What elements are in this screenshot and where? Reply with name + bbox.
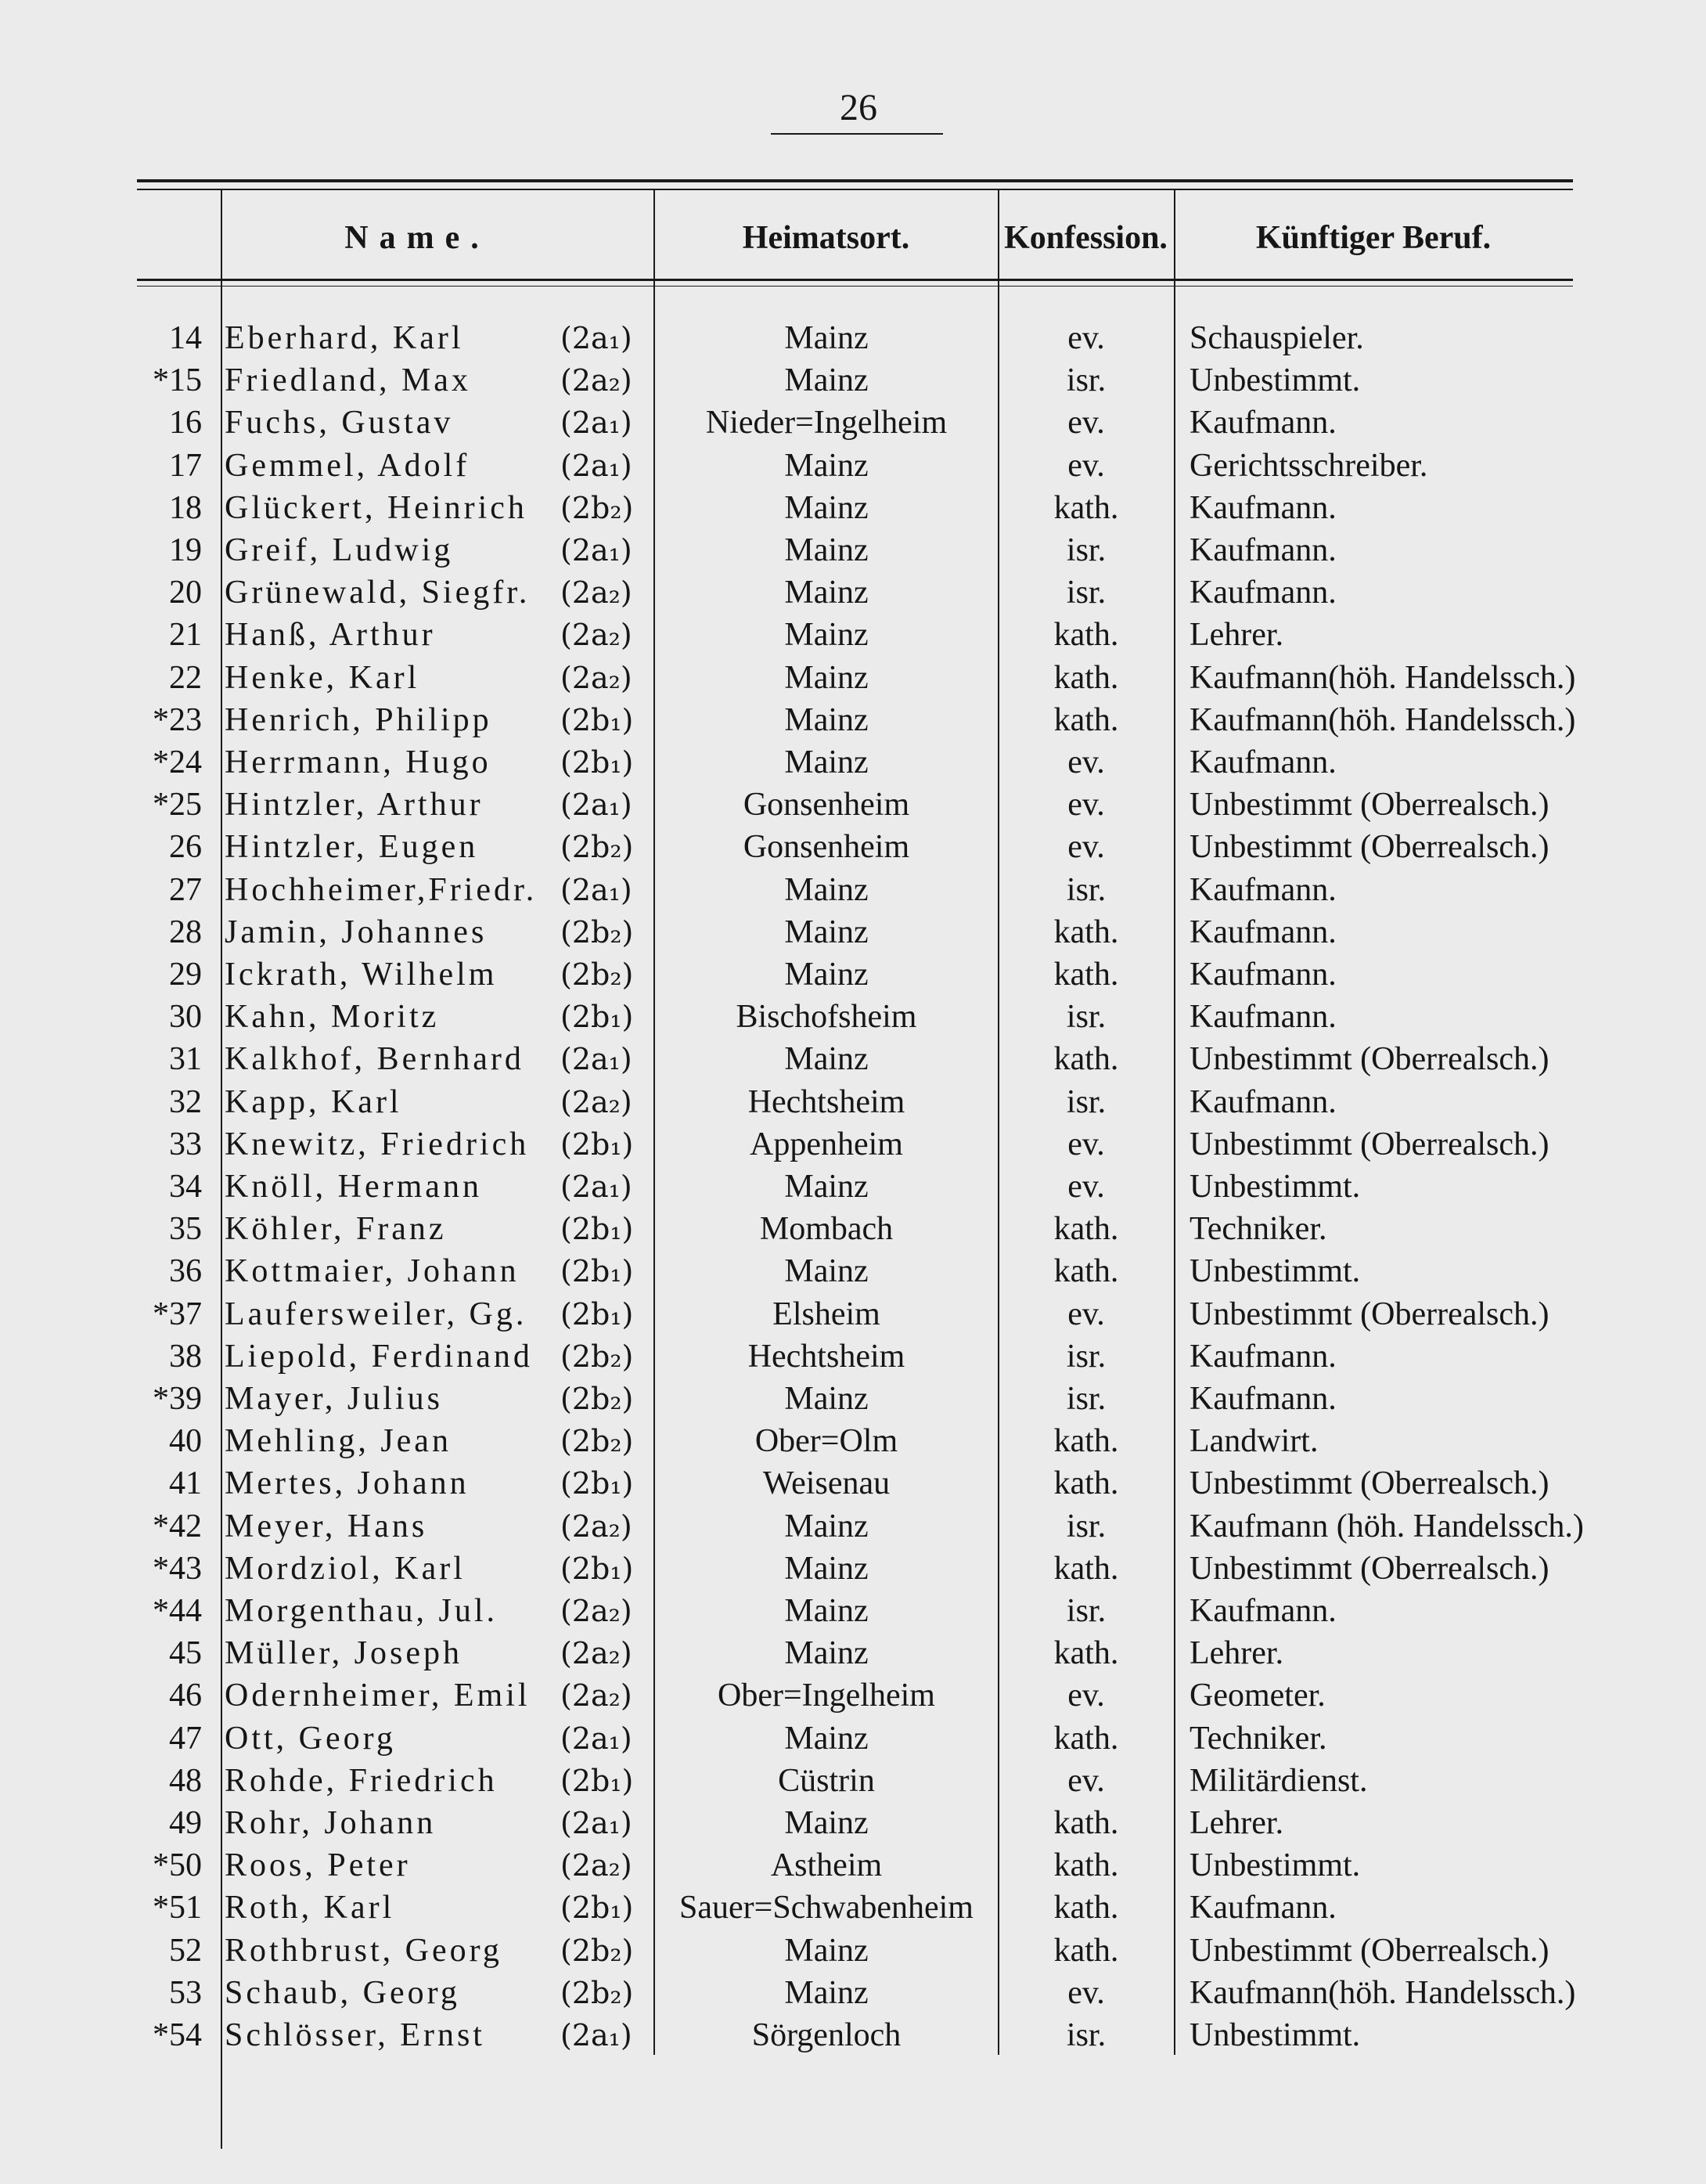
student-name: Jamin, Johannes xyxy=(225,914,488,950)
future-profession: Kaufmann. xyxy=(1190,575,1337,611)
class-label: (2a₂) xyxy=(560,363,632,398)
future-profession: Kaufmann. xyxy=(1190,405,1337,441)
row-number: 49 xyxy=(169,1805,202,1841)
confession: ev. xyxy=(1067,1169,1105,1205)
row-number: 45 xyxy=(169,1635,202,1672)
row-number: 27 xyxy=(169,871,202,908)
table-row xyxy=(0,1590,1706,1632)
row-number: *43 xyxy=(153,1550,202,1587)
class-label: (2a₂) xyxy=(560,1508,632,1544)
table-row xyxy=(0,571,1706,614)
row-number: 29 xyxy=(169,957,202,993)
student-name: Meyer, Hans xyxy=(225,1508,428,1544)
class-label: (2a₂) xyxy=(560,1848,632,1883)
table-row xyxy=(0,317,1706,359)
confession: kath. xyxy=(1053,1465,1119,1502)
row-number: 53 xyxy=(169,1974,202,2011)
table-row xyxy=(0,1081,1706,1123)
confession: isr. xyxy=(1066,575,1107,611)
header-bottom-rule xyxy=(137,279,1573,281)
row-number: *42 xyxy=(153,1508,202,1544)
hometown: Mainz xyxy=(784,1932,869,1969)
future-profession: Unbestimmt (Oberrealsch.) xyxy=(1190,1465,1549,1502)
row-number: 28 xyxy=(169,914,202,950)
hometown: Mainz xyxy=(784,1550,869,1587)
future-profession: Landwirt. xyxy=(1190,1423,1319,1460)
student-name: Greif, Ludwig xyxy=(225,532,454,568)
hometown: Mainz xyxy=(784,701,869,738)
student-name: Glückert, Heinrich xyxy=(225,489,527,526)
row-number: 35 xyxy=(169,1211,202,1248)
table-row xyxy=(0,1293,1706,1335)
confession: kath. xyxy=(1053,1635,1119,1672)
table-row xyxy=(0,1717,1706,1760)
row-number: 16 xyxy=(169,405,202,441)
row-number: 41 xyxy=(169,1465,202,1502)
class-label: (2a₂) xyxy=(560,1084,632,1119)
student-name: Schlösser, Ernst xyxy=(225,2017,485,2053)
table-row xyxy=(0,784,1706,826)
hometown: Mainz xyxy=(784,1593,869,1629)
confession: kath. xyxy=(1053,1847,1119,1884)
confession: ev. xyxy=(1067,1762,1105,1799)
confession: ev. xyxy=(1067,447,1105,484)
future-profession: Kaufmann. xyxy=(1190,957,1337,993)
student-name: Mertes, Johann xyxy=(225,1465,470,1502)
hometown: Mainz xyxy=(784,1381,869,1417)
class-label: (2b₂) xyxy=(560,1382,634,1416)
confession: kath. xyxy=(1053,701,1119,738)
row-number: *15 xyxy=(153,362,202,399)
header-profession: Künftiger Beruf. xyxy=(1255,220,1492,256)
class-label: (2b₂) xyxy=(560,957,634,992)
confession: kath. xyxy=(1053,1423,1119,1460)
student-name: Liepold, Ferdinand xyxy=(225,1338,533,1375)
class-label: (2b₁) xyxy=(560,1296,634,1332)
future-profession: Lehrer. xyxy=(1190,1635,1284,1672)
hometown: Ober=Ingelheim xyxy=(718,1678,935,1714)
row-number: 30 xyxy=(169,999,202,1036)
confession: isr. xyxy=(1066,2017,1107,2053)
hometown: Gonsenheim xyxy=(743,829,910,866)
class-label: (2a₂) xyxy=(560,618,632,653)
table-top-rule-thin xyxy=(137,189,1573,190)
table-row xyxy=(0,1166,1706,1208)
table-row xyxy=(0,529,1706,571)
table-row xyxy=(0,1208,1706,1250)
future-profession: Gerichtsschreiber. xyxy=(1190,447,1428,484)
table-row xyxy=(0,1462,1706,1505)
hometown: Mainz xyxy=(784,532,869,568)
future-profession: Kaufmann. xyxy=(1190,1381,1337,1417)
row-number: *54 xyxy=(153,2017,202,2053)
student-name: Müller, Joseph xyxy=(225,1635,462,1672)
table-row xyxy=(0,1930,1706,1972)
student-name: Herrmann, Hugo xyxy=(225,744,491,780)
confession: ev. xyxy=(1067,1678,1105,1714)
hometown: Mainz xyxy=(784,914,869,950)
future-profession: Kaufmann (höh. Handelssch.) xyxy=(1190,1508,1584,1544)
confession: isr. xyxy=(1066,1508,1107,1544)
future-profession: Techniker. xyxy=(1190,1720,1327,1757)
hometown: Mainz xyxy=(784,1508,869,1544)
class-label: (2a₁) xyxy=(560,448,632,483)
table-row xyxy=(0,826,1706,868)
header-bottom-rule-thin xyxy=(137,286,1573,287)
table-row xyxy=(0,996,1706,1038)
hometown: Mainz xyxy=(784,362,869,399)
confession: ev. xyxy=(1067,744,1105,780)
confession: kath. xyxy=(1053,659,1119,696)
row-number: 31 xyxy=(169,1041,202,1078)
table-row xyxy=(0,953,1706,996)
row-number: *50 xyxy=(153,1847,202,1884)
hometown: Elsheim xyxy=(772,1296,880,1332)
student-name: Gemmel, Adolf xyxy=(225,447,470,484)
student-name: Mayer, Julius xyxy=(225,1381,443,1417)
row-number: 38 xyxy=(169,1338,202,1375)
hometown: Mainz xyxy=(784,957,869,993)
confession: kath. xyxy=(1053,1890,1119,1926)
future-profession: Kaufmann. xyxy=(1190,1593,1337,1629)
student-name: Fuchs, Gustav xyxy=(225,405,454,441)
future-profession: Militärdienst. xyxy=(1190,1762,1368,1799)
class-label: (2a₁) xyxy=(560,787,632,823)
header-name: Name. xyxy=(344,220,490,256)
future-profession: Kaufmann. xyxy=(1190,532,1337,568)
class-label: (2b₁) xyxy=(560,1890,634,1926)
class-label: (2b₁) xyxy=(560,1126,634,1162)
class-label: (2b₂) xyxy=(560,830,634,865)
hometown: Sauer=Schwabenheim xyxy=(679,1890,974,1926)
student-name: Rothbrust, Georg xyxy=(225,1932,502,1969)
class-label: (2b₂) xyxy=(560,490,634,525)
student-name: Ickrath, Wilhelm xyxy=(225,957,498,993)
future-profession: Lehrer. xyxy=(1190,1805,1284,1841)
table-row xyxy=(0,1420,1706,1462)
hometown: Mombach xyxy=(759,1211,894,1248)
student-name: Kalkhof, Bernhard xyxy=(225,1041,524,1078)
student-name: Köhler, Franz xyxy=(225,1211,447,1248)
table-row xyxy=(0,1378,1706,1420)
row-number: 26 xyxy=(169,829,202,866)
class-label: (2a₁) xyxy=(560,1806,632,1840)
student-name: Kottmaier, Johann xyxy=(225,1253,520,1290)
row-number: 17 xyxy=(169,447,202,484)
class-label: (2a₁) xyxy=(560,533,632,568)
class-label: (2b₂) xyxy=(560,1424,634,1459)
confession: kath. xyxy=(1053,1253,1119,1290)
class-label: (2b₁) xyxy=(560,745,634,780)
class-label: (2a₁) xyxy=(560,1042,632,1077)
hometown: Mainz xyxy=(784,320,869,356)
hometown: Mainz xyxy=(784,1635,869,1672)
class-label: (2b₂) xyxy=(560,914,634,950)
class-label: (2b₁) xyxy=(560,1466,634,1501)
page-number-underline xyxy=(771,133,943,135)
student-name: Knewitz, Friedrich xyxy=(225,1126,530,1162)
class-label: (2a₁) xyxy=(560,872,632,907)
class-label: (2a₂) xyxy=(560,1636,632,1671)
row-number: *44 xyxy=(153,1593,202,1629)
row-number: *51 xyxy=(153,1890,202,1926)
hometown: Mainz xyxy=(784,871,869,908)
header-hometown: Heimatsort. xyxy=(742,220,910,256)
table-row xyxy=(0,1505,1706,1548)
class-label: (2b₁) xyxy=(560,1254,634,1289)
row-number: *37 xyxy=(153,1296,202,1332)
table-row xyxy=(0,2014,1706,2056)
student-name: Roth, Karl xyxy=(225,1890,395,1926)
student-name: Hintzler, Eugen xyxy=(225,829,479,866)
table-row xyxy=(0,1250,1706,1292)
row-number: 47 xyxy=(169,1720,202,1757)
table-row xyxy=(0,699,1706,741)
row-number: 19 xyxy=(169,532,202,568)
future-profession: Unbestimmt (Oberrealsch.) xyxy=(1190,1550,1549,1587)
student-name: Friedland, Max xyxy=(225,362,471,399)
row-number: 36 xyxy=(169,1253,202,1290)
table-row xyxy=(0,1335,1706,1378)
student-name: Eberhard, Karl xyxy=(225,320,464,356)
table-row xyxy=(0,1802,1706,1844)
future-profession: Lehrer. xyxy=(1190,617,1284,654)
future-profession: Unbestimmt (Oberrealsch.) xyxy=(1190,1296,1549,1332)
row-number: *23 xyxy=(153,701,202,738)
confession: isr. xyxy=(1066,1381,1107,1417)
table-row xyxy=(0,1887,1706,1929)
student-name: Roos, Peter xyxy=(225,1847,411,1884)
hometown: Mainz xyxy=(784,744,869,780)
future-profession: Kaufmann. xyxy=(1190,871,1337,908)
future-profession: Kaufmann(höh. Handelssch.) xyxy=(1190,701,1576,738)
class-label: (2a₂) xyxy=(560,1594,632,1628)
confession: isr. xyxy=(1066,532,1107,568)
future-profession: Kaufmann. xyxy=(1190,744,1337,780)
confession: isr. xyxy=(1066,1338,1107,1375)
confession: ev. xyxy=(1067,829,1105,866)
class-label: (2b₁) xyxy=(560,1763,634,1798)
student-name: Grünewald, Siegfr. xyxy=(225,575,531,611)
future-profession: Unbestimmt. xyxy=(1190,362,1361,399)
hometown: Astheim xyxy=(770,1847,883,1884)
class-label: (2a₂) xyxy=(560,1678,632,1714)
hometown: Ober=Olm xyxy=(754,1423,898,1460)
row-number: 18 xyxy=(169,489,202,526)
student-name: Morgenthau, Jul. xyxy=(225,1593,498,1629)
student-name: Rohr, Johann xyxy=(225,1805,437,1841)
table-row xyxy=(0,741,1706,784)
confession: ev. xyxy=(1067,405,1105,441)
student-name: Schaub, Georg xyxy=(225,1974,460,2011)
future-profession: Kaufmann. xyxy=(1190,489,1337,526)
confession: ev. xyxy=(1067,1974,1105,2011)
table-row xyxy=(0,1844,1706,1887)
confession: kath. xyxy=(1053,1720,1119,1757)
confession: kath. xyxy=(1053,1211,1119,1248)
future-profession: Unbestimmt. xyxy=(1190,1169,1361,1205)
student-name: Mordziol, Karl xyxy=(225,1550,466,1587)
table-row xyxy=(0,1674,1706,1717)
confession: kath. xyxy=(1053,489,1119,526)
hometown: Mainz xyxy=(784,447,869,484)
hometown: Gonsenheim xyxy=(743,787,910,824)
hometown: Mainz xyxy=(784,1169,869,1205)
table-row xyxy=(0,487,1706,529)
confession: isr. xyxy=(1066,362,1107,399)
table-row xyxy=(0,869,1706,911)
table-row xyxy=(0,614,1706,656)
student-name: Kapp, Karl xyxy=(225,1083,402,1120)
row-number: 52 xyxy=(169,1932,202,1969)
student-name: Henke, Karl xyxy=(225,659,420,696)
row-number: 40 xyxy=(169,1423,202,1460)
table-top-rule xyxy=(137,179,1573,182)
student-name: Ott, Georg xyxy=(225,1720,396,1757)
confession: ev. xyxy=(1067,787,1105,824)
student-name: Hochheimer,Friedr. xyxy=(225,871,538,908)
hometown: Hechtsheim xyxy=(747,1083,905,1120)
table-row xyxy=(0,1038,1706,1080)
hometown: Cüstrin xyxy=(778,1762,875,1799)
student-name: Hanß, Arthur xyxy=(225,617,436,654)
hometown: Sörgenloch xyxy=(751,2017,902,2053)
confession: kath. xyxy=(1053,1805,1119,1841)
class-label: (2a₂) xyxy=(560,575,632,611)
table-row xyxy=(0,1632,1706,1674)
header-confession: Konfession. xyxy=(1004,220,1168,256)
hometown: Mainz xyxy=(784,489,869,526)
student-name: Hintzler, Arthur xyxy=(225,787,484,824)
class-label: (2a₁) xyxy=(560,2018,632,2052)
hometown: Hechtsheim xyxy=(747,1338,905,1375)
hometown: Mainz xyxy=(784,1805,869,1841)
class-label: (2b₁) xyxy=(560,1551,634,1586)
future-profession: Schauspieler. xyxy=(1190,320,1364,356)
table-row xyxy=(0,402,1706,444)
student-name: Knöll, Hermann xyxy=(225,1169,482,1205)
class-label: (2a₂) xyxy=(560,660,632,695)
confession: isr. xyxy=(1066,999,1107,1036)
row-number: *25 xyxy=(153,787,202,824)
row-number: 14 xyxy=(169,320,202,356)
class-label: (2b₁) xyxy=(560,702,634,737)
class-label: (2a₁) xyxy=(560,405,632,441)
confession: ev. xyxy=(1067,1296,1105,1332)
future-profession: Techniker. xyxy=(1190,1211,1327,1248)
table-row xyxy=(0,657,1706,699)
row-number: 20 xyxy=(169,575,202,611)
student-name: Henrich, Philipp xyxy=(225,701,492,738)
class-label: (2b₂) xyxy=(560,1933,634,1968)
class-label: (2b₂) xyxy=(560,1975,634,2010)
confession: kath. xyxy=(1053,1550,1119,1587)
confession: kath. xyxy=(1053,957,1119,993)
row-number: *24 xyxy=(153,744,202,780)
future-profession: Kaufmann. xyxy=(1190,999,1337,1036)
class-label: (2a₁) xyxy=(560,321,632,355)
row-number: 33 xyxy=(169,1126,202,1162)
hometown: Mainz xyxy=(784,1253,869,1290)
page-number: 26 xyxy=(840,87,877,128)
future-profession: Kaufmann. xyxy=(1190,1890,1337,1926)
hometown: Bischofsheim xyxy=(736,999,917,1036)
hometown: Mainz xyxy=(784,617,869,654)
table-row xyxy=(0,911,1706,953)
future-profession: Kaufmann. xyxy=(1190,914,1337,950)
confession: kath. xyxy=(1053,1932,1119,1969)
future-profession: Kaufmann. xyxy=(1190,1338,1337,1375)
future-profession: Unbestimmt (Oberrealsch.) xyxy=(1190,829,1549,866)
table-row xyxy=(0,445,1706,487)
confession: ev. xyxy=(1067,320,1105,356)
confession: isr. xyxy=(1066,1083,1107,1120)
confession: kath. xyxy=(1053,617,1119,654)
hometown: Mainz xyxy=(784,1720,869,1757)
hometown: Mainz xyxy=(784,575,869,611)
future-profession: Kaufmann(höh. Handelssch.) xyxy=(1190,1974,1576,2011)
row-number: *39 xyxy=(153,1381,202,1417)
row-number: 32 xyxy=(169,1083,202,1120)
future-profession: Geometer. xyxy=(1190,1678,1326,1714)
table-row xyxy=(0,359,1706,402)
hometown: Appenheim xyxy=(750,1126,903,1162)
hometown: Mainz xyxy=(784,659,869,696)
student-name: Mehling, Jean xyxy=(225,1423,452,1460)
table-row xyxy=(0,1548,1706,1590)
future-profession: Unbestimmt (Oberrealsch.) xyxy=(1190,1041,1549,1078)
future-profession: Unbestimmt (Oberrealsch.) xyxy=(1190,1126,1549,1162)
confession: kath. xyxy=(1053,914,1119,950)
hometown: Mainz xyxy=(784,1974,869,2011)
future-profession: Kaufmann(höh. Handelssch.) xyxy=(1190,659,1576,696)
table-row xyxy=(0,1123,1706,1166)
confession: kath. xyxy=(1053,1041,1119,1078)
student-name: Odernheimer, Emil xyxy=(225,1678,531,1714)
future-profession: Unbestimmt. xyxy=(1190,1847,1361,1884)
class-label: (2a₁) xyxy=(560,1721,632,1756)
hometown: Nieder=Ingelheim xyxy=(705,405,948,441)
row-number: 22 xyxy=(169,659,202,696)
row-number: 46 xyxy=(169,1678,202,1714)
student-name: Laufersweiler, Gg. xyxy=(225,1296,527,1332)
future-profession: Unbestimmt (Oberrealsch.) xyxy=(1190,787,1549,824)
future-profession: Unbestimmt. xyxy=(1190,1253,1361,1290)
table-row xyxy=(0,1972,1706,2014)
class-label: (2b₁) xyxy=(560,1000,634,1035)
future-profession: Kaufmann. xyxy=(1190,1083,1337,1120)
confession: isr. xyxy=(1066,871,1107,908)
hometown: Weisenau xyxy=(762,1465,891,1502)
table-row xyxy=(0,1760,1706,1802)
class-label: (2b₂) xyxy=(560,1339,634,1374)
student-name: Kahn, Moritz xyxy=(225,999,440,1036)
confession: isr. xyxy=(1066,1593,1107,1629)
future-profession: Unbestimmt. xyxy=(1190,2017,1361,2053)
confession: ev. xyxy=(1067,1126,1105,1162)
row-number: 21 xyxy=(169,617,202,654)
future-profession: Unbestimmt (Oberrealsch.) xyxy=(1190,1932,1549,1969)
class-label: (2a₁) xyxy=(560,1169,632,1204)
row-number: 34 xyxy=(169,1169,202,1205)
student-name: Rohde, Friedrich xyxy=(225,1762,498,1799)
class-label: (2b₁) xyxy=(560,1212,634,1247)
row-number: 48 xyxy=(169,1762,202,1799)
hometown: Mainz xyxy=(784,1041,869,1078)
